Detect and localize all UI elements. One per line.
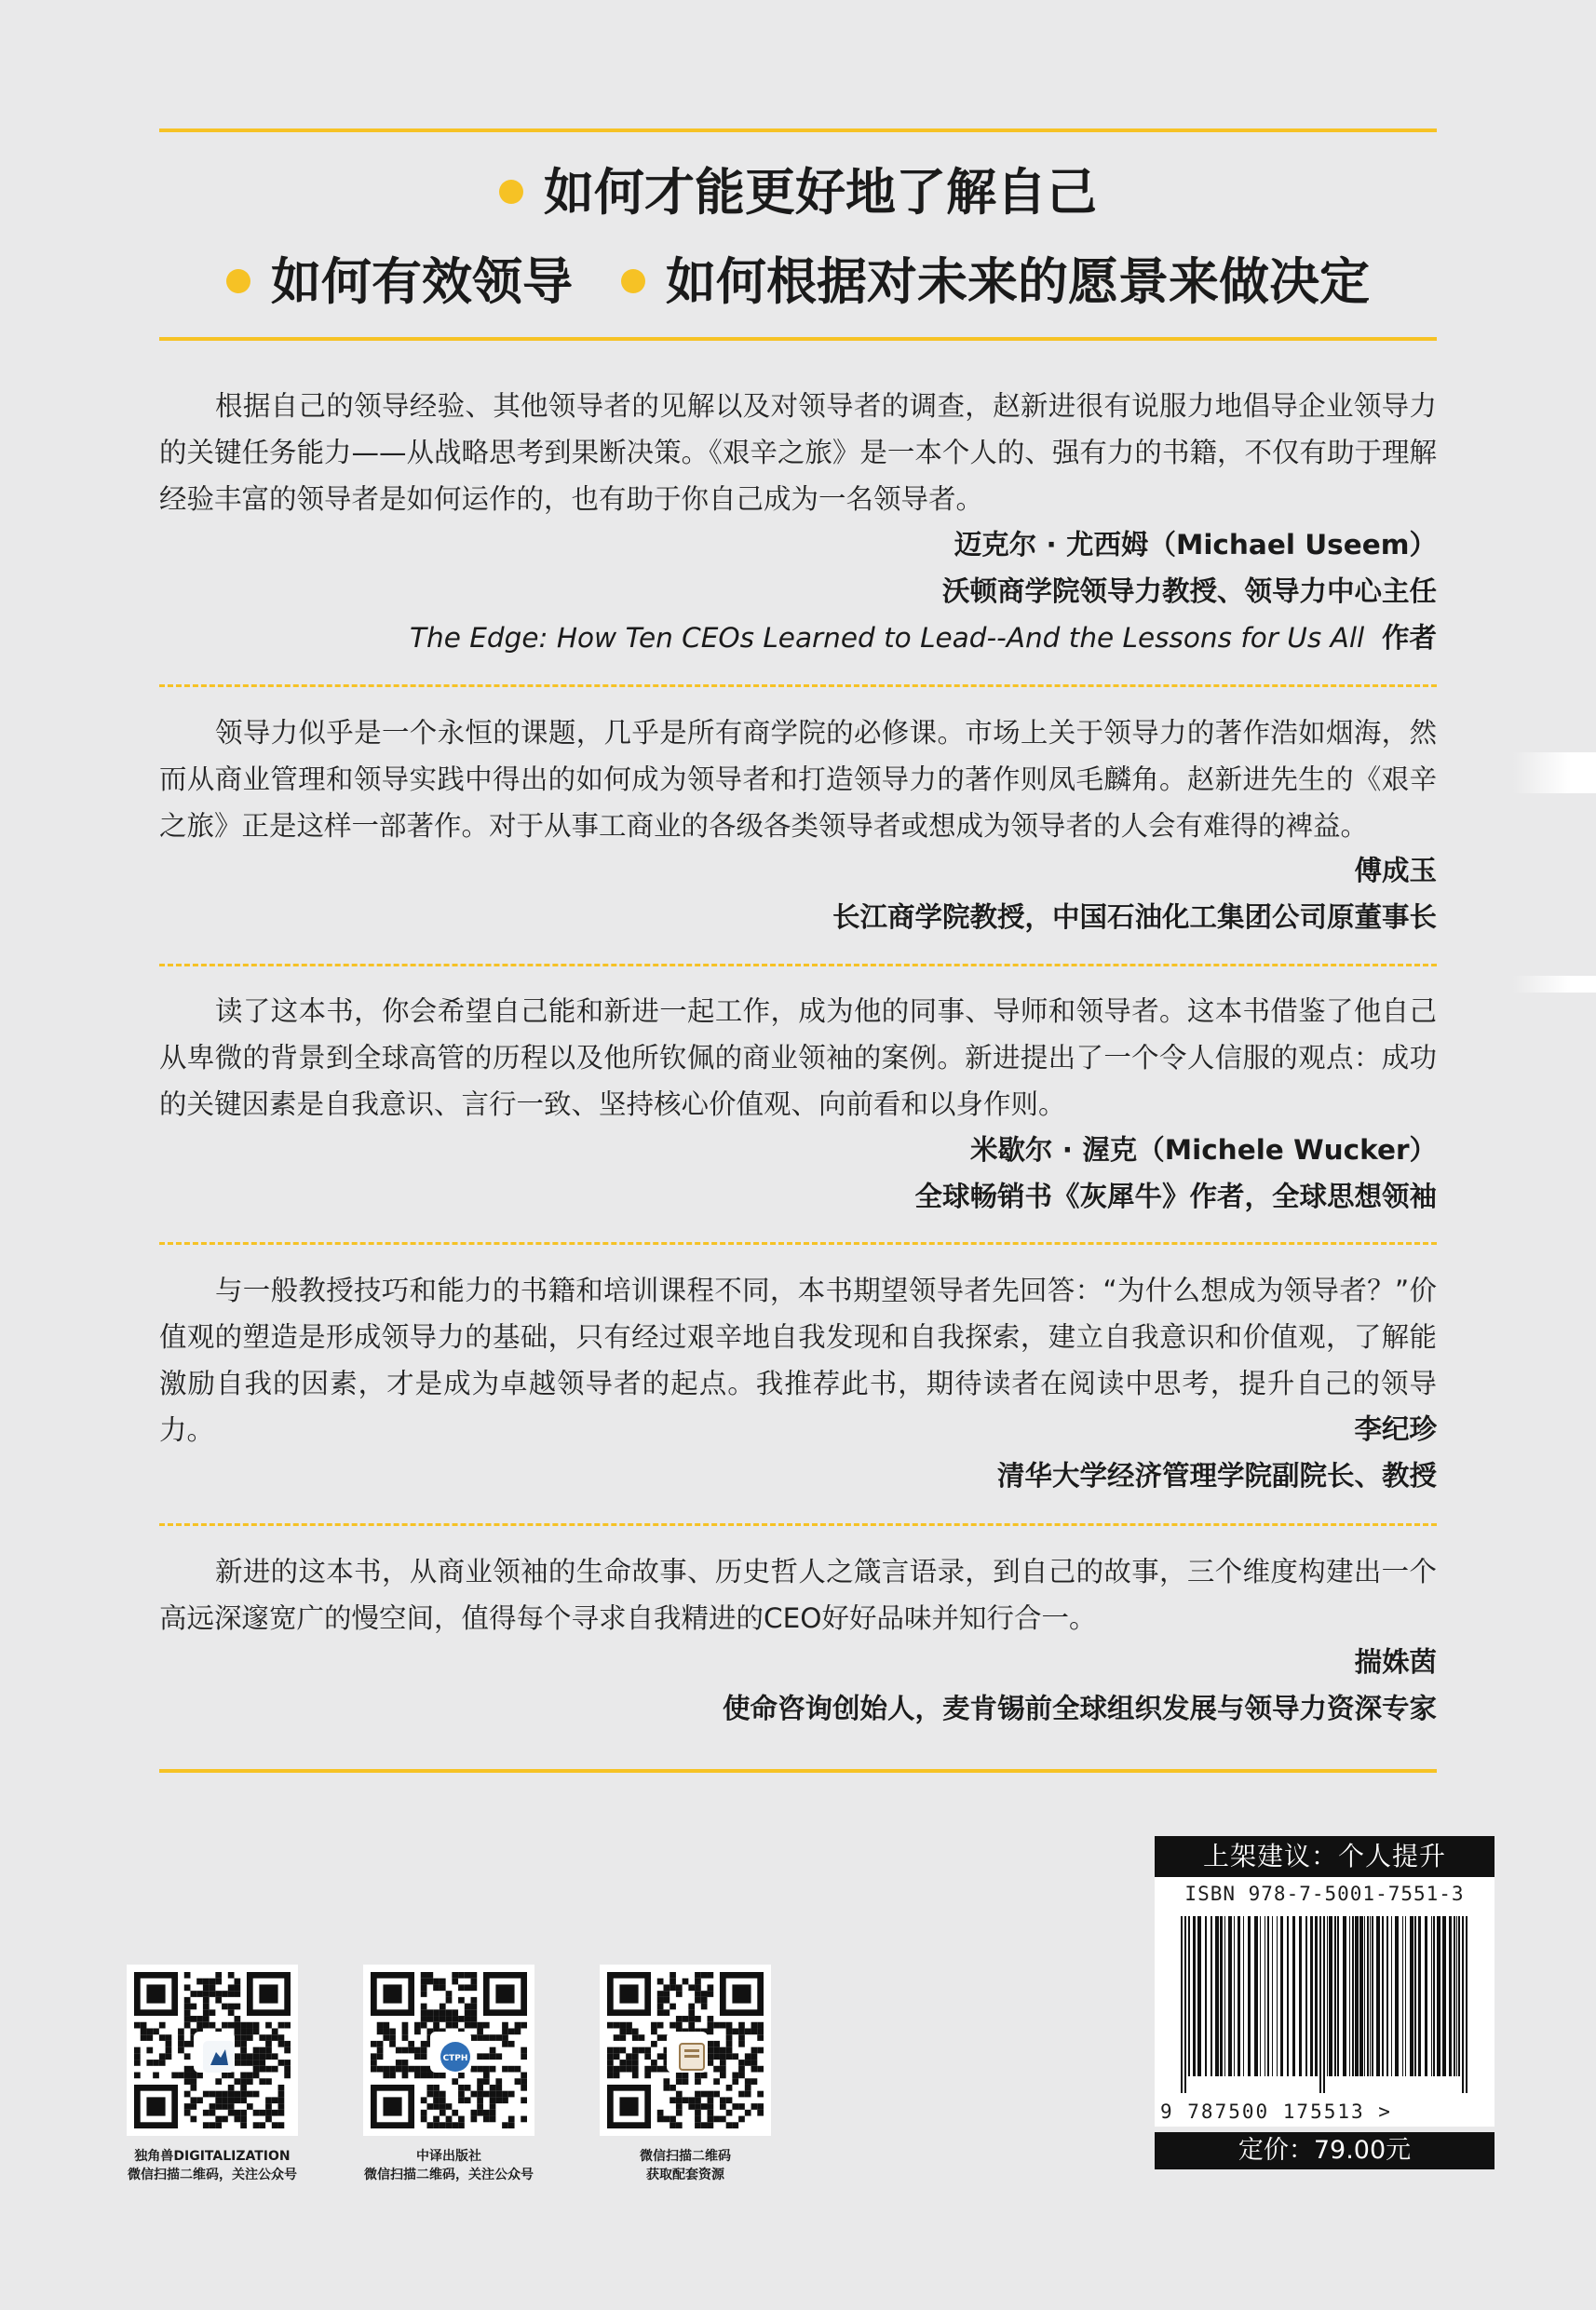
top-rule bbox=[159, 128, 1437, 132]
headline-line-2: 如何有效领导 如何根据对未来的愿景来做决定 bbox=[159, 250, 1437, 315]
ctph-logo-icon bbox=[430, 2032, 471, 2073]
endorsement-4-title: 清华大学经济管理学院副院长、教授 bbox=[996, 1460, 1437, 1492]
bottom-rule bbox=[159, 1769, 1437, 1773]
bullet-dot-icon bbox=[621, 269, 645, 293]
endorsement-4-text: 与一般教授技巧和能力的书籍和培训课程不同，本书期望领导者先回答：“为什么想成为领导者？”价值观的塑造是形成领导力的基础，只有经过艰辛地自我发现和自我探索，建立自我意识和价值观，了解能激励自我的因素，才是成为卓越领导者的起点。我推荐此书，期待读者在阅读中思考，提升自己的领导力。 bbox=[159, 1275, 1437, 1446]
headline-bottom-rule bbox=[159, 337, 1437, 341]
divider-3 bbox=[159, 1242, 1437, 1245]
qr-block-3 bbox=[600, 1965, 771, 2184]
endorsement-5-title: 使命咨询创始人，麦肯锡前全球组织发展与领导力资深专家 bbox=[722, 1693, 1437, 1724]
endorsement-1-book: The Edge: How Ten CEOs Learned to Lead--And the Lessons for Us All 作者 bbox=[410, 622, 1437, 654]
shelf-suggestion-label: 上架建议：个人提升 bbox=[1155, 1836, 1495, 1877]
qr-code[interactable] bbox=[600, 1965, 771, 2136]
qr-caption-line-1: 独角兽DIGITALIZATION bbox=[134, 2149, 291, 2164]
qr-block-2 bbox=[363, 1965, 534, 2184]
endorsement-2-text: 领导力似乎是一个永恒的课题，几乎是所有商学院的必修课。市场上关于领导力的著作浩如烟海，然而从商业管理和领导实践中得出的如何成为领导者和打造领导力的著作则凤毛麟角。赵新进先生的《艰辛之旅》正是这样一部著作。对于从事工商业的各级各类领导者或想成为领导者的人会有难得的裨益。 bbox=[159, 717, 1437, 842]
barcode-bars bbox=[1155, 1912, 1495, 2099]
book-logo-icon bbox=[667, 2032, 708, 2073]
barcode-area bbox=[1155, 1877, 1495, 2127]
price-label: 定价：79.00元 bbox=[1155, 2132, 1495, 2169]
endorsement-4-name: 李纪珍 bbox=[1354, 1413, 1437, 1445]
endorsement-3-title: 全球畅销书《灰犀牛》作者，全球思想领袖 bbox=[914, 1181, 1437, 1212]
unicorn-logo-icon bbox=[194, 2032, 235, 2073]
divider-1 bbox=[159, 684, 1437, 687]
endorsement-5-text: 新进的这本书，从商业领袖的生命故事、历史哲人之箴言语录，到自己的故事，三个维度构建出一个高远深邃宽广的慢空间，值得每个寻求自我精进的CEO好好品味并知行合一。 bbox=[159, 1556, 1437, 1634]
endorsement-2-name: 傅成玉 bbox=[1354, 855, 1437, 886]
barcode-digits: 9 787500 175513 > bbox=[1160, 2101, 1392, 2123]
endorsement-5-name: 揣姝茵 bbox=[1354, 1646, 1437, 1678]
svg-text:CTPH: CTPH bbox=[442, 2054, 468, 2063]
headline-line-1: 如何才能更好地了解自己 bbox=[159, 160, 1437, 225]
edge-highlight bbox=[1512, 752, 1596, 793]
endorsement-3-text: 读了这本书，你会希望自己能和新进一起工作，成为他的同事、导师和领导者。这本书借鉴了他自己从卑微的背景到全球高管的历程以及他所钦佩的商业领袖的案例。新进提出了一个令人信服的观点：成功的关键因素是自我意识、言行一致、坚持核心价值观、向前看和以身作则。 bbox=[159, 995, 1437, 1120]
qr-code[interactable] bbox=[363, 1965, 534, 2136]
divider-4 bbox=[159, 1523, 1437, 1526]
qr-block-1 bbox=[127, 1965, 298, 2184]
bullet-dot-icon bbox=[226, 269, 250, 293]
qr-caption-line-2: 微信扫描二维码，关注公众号 bbox=[364, 2168, 534, 2182]
bullet-dot-icon bbox=[499, 180, 523, 204]
endorsement-1-text: 根据自己的领导经验、其他领导者的见解以及对领导者的调查，赵新进很有说服力地倡导企业领导力的关键任务能力——从战略思考到果断决策。《艰辛之旅》是一本个人的、强有力的书籍，不仅有助于理解经验丰富的领导者是如何运作的，也有助于你自己成为一名领导者。 bbox=[159, 390, 1437, 515]
isbn-number: ISBN 978-7-5001-7551-3 bbox=[1184, 1883, 1465, 1905]
divider-2 bbox=[159, 964, 1437, 966]
edge-highlight bbox=[1512, 976, 1596, 993]
endorsement-1-title: 沃顿商学院领导力教授、领导力中心主任 bbox=[941, 575, 1437, 607]
qr-caption-line-1: 中译出版社 bbox=[416, 2149, 481, 2164]
isbn-barcode-block bbox=[1155, 1836, 1495, 2169]
qr-code[interactable] bbox=[127, 1965, 298, 2136]
endorsement-1-name: 迈克尔 · 尤西姆（Michael Useem） bbox=[954, 529, 1437, 561]
qr-caption-line-2: 获取配套资源 bbox=[646, 2168, 724, 2182]
endorsement-3-name: 米歇尔 · 渥克（Michele Wucker） bbox=[969, 1134, 1437, 1166]
qr-caption-line-1: 微信扫描二维码 bbox=[640, 2149, 731, 2164]
endorsement-2-title: 长江商学院教授，中国石油化工集团公司原董事长 bbox=[832, 901, 1437, 933]
qr-caption-line-2: 微信扫描二维码，关注公众号 bbox=[128, 2168, 297, 2182]
